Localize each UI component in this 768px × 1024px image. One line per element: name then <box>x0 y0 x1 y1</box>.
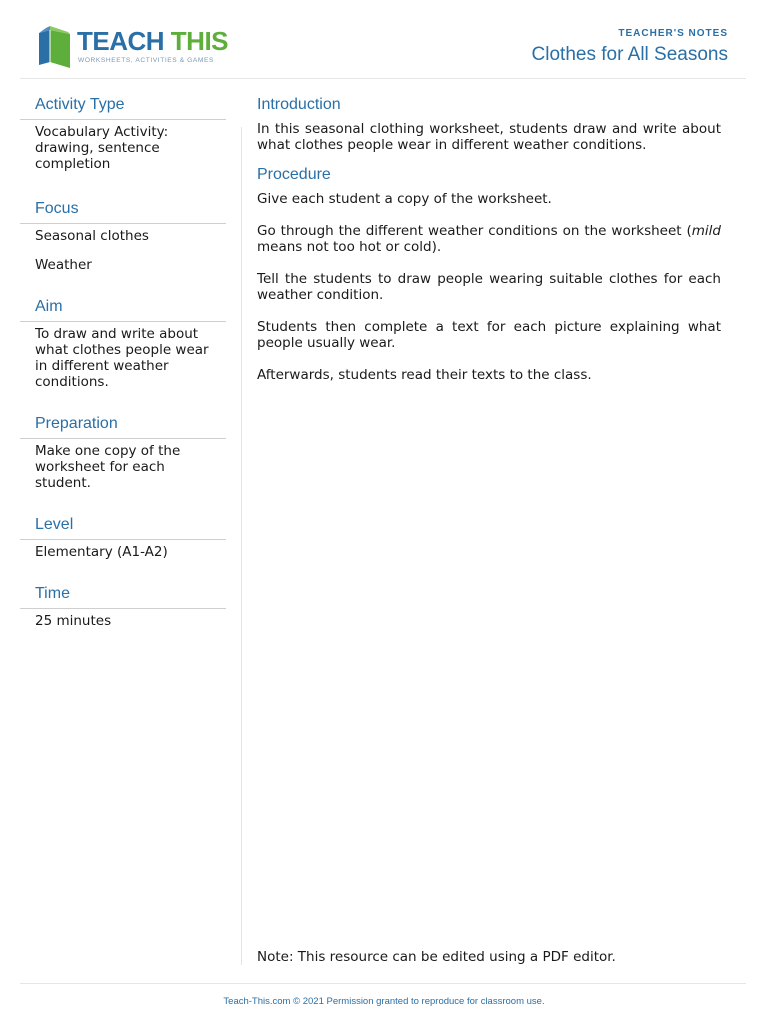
book-logo-icon <box>36 24 76 70</box>
logo-wordmark <box>77 26 228 56</box>
section-level <box>20 515 226 560</box>
procedure-heading: Procedure <box>257 166 331 183</box>
page-header <box>0 0 768 78</box>
activity-type-text: Vocabulary Activity: drawing, sentence completion <box>35 124 169 172</box>
logo-teach: TEACH <box>77 26 165 56</box>
preparation-body <box>20 439 226 491</box>
aim-body <box>20 322 226 390</box>
procedure-step-text: means not too hot or cold). <box>257 239 442 255</box>
focus-item: Weather <box>35 257 92 273</box>
procedure-step: Students then complete a text for each picture explaining what people usually wear. <box>257 319 721 351</box>
procedure-step: Give each student a copy of the worksheet. <box>257 191 552 207</box>
procedure-step: Afterwards, students read their texts to the class. <box>257 367 592 383</box>
teach-this-logo[interactable] <box>36 24 229 70</box>
time-heading: Time <box>20 584 226 609</box>
sidebar <box>20 95 226 653</box>
logo-tagline: WORKSHEETS, ACTIVITIES & GAMES <box>78 57 214 64</box>
teachers-notes-label: TEACHER'S NOTES <box>618 28 728 39</box>
focus-item: Seasonal clothes <box>35 228 149 244</box>
preparation-heading: Preparation <box>20 414 226 439</box>
level-heading: Level <box>20 515 226 540</box>
activity-type-heading: Activity Type <box>20 95 226 120</box>
procedure-step-text: Go through the different weather conditions on the worksheet ( <box>257 223 692 239</box>
footer-divider <box>20 983 746 984</box>
introduction-text: In this seasonal clothing worksheet, students draw and write about what clothes people wear in different weather conditions. <box>257 121 721 153</box>
section-time <box>20 584 226 629</box>
header-right <box>532 28 728 66</box>
section-activity-type <box>20 95 226 172</box>
activity-type-body <box>20 120 226 172</box>
level-text: Elementary (A1-A2) <box>35 544 168 560</box>
footer-copyright[interactable]: Teach-This.com © 2021 Permission granted to reproduce for classroom use. <box>223 996 545 1007</box>
introduction-heading: Introduction <box>257 96 341 113</box>
aim-text: To draw and write about what clothes people wear in different weather conditions. <box>35 326 209 390</box>
main-content <box>257 95 721 399</box>
time-body <box>20 609 226 629</box>
header-divider <box>20 78 746 79</box>
mild-term: mild <box>691 223 721 239</box>
page-title: Clothes for All Seasons <box>531 44 728 65</box>
procedure-step: Tell the students to draw people wearing suitable clothes for each weather condition. <box>257 271 721 303</box>
aim-heading: Aim <box>20 297 226 322</box>
section-focus <box>20 199 226 273</box>
focus-heading: Focus <box>20 199 226 224</box>
section-preparation <box>20 414 226 491</box>
level-body <box>20 540 226 560</box>
focus-body <box>20 224 226 273</box>
procedure-step <box>257 223 721 255</box>
logo-this: THIS <box>170 26 229 56</box>
preparation-text: Make one copy of the worksheet for each student. <box>35 443 181 491</box>
section-aim <box>20 297 226 390</box>
time-text: 25 minutes <box>35 613 112 629</box>
column-divider <box>241 127 242 965</box>
edit-note: Note: This resource can be edited using a PDF editor. <box>257 949 616 965</box>
